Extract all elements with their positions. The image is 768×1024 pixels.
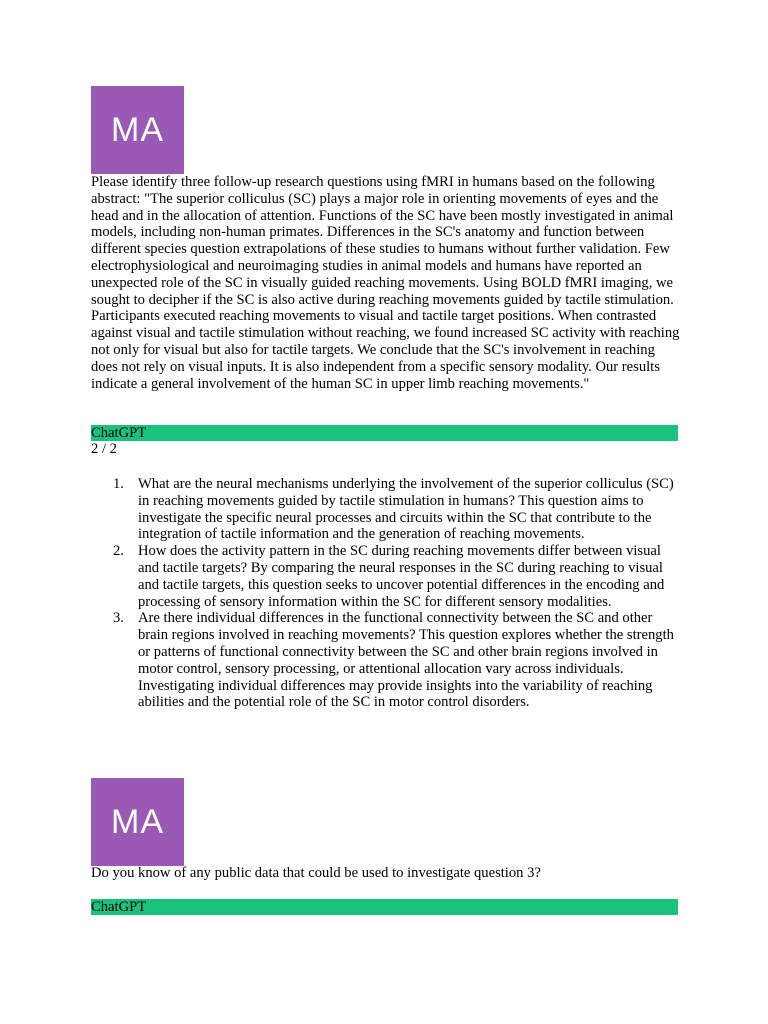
assistant-name: ChatGPT	[91, 899, 147, 915]
user-initials: MA	[111, 110, 164, 149]
assistant-header-bar	[91, 899, 678, 915]
list-item-text: How does the activity pattern in the SC during reaching movements differ between visual and tactile targets? By comparing the neural responses in the SC during reaching to visual and tactile targets, this question seeks to uncover potential differences in the encoding and processing of sensory information within the SC for different sensory modalities.	[138, 543, 665, 610]
list-item-number: 3.	[113, 610, 124, 627]
list-item	[91, 610, 681, 711]
response-counter: 2 / 2	[91, 441, 117, 457]
list-item	[91, 476, 681, 543]
user-avatar	[91, 86, 184, 174]
list-item-text: What are the neural mechanisms underlying the involvement of the superior colliculus (SC) in reaching movements guided by tactile stimulation in humans? This question aims to investigate the specific neural processes and circuits within the SC that contribute to the integration of tactile information and the generation of reaching movements.	[138, 476, 674, 543]
user-initials: MA	[111, 802, 164, 841]
list-item	[91, 543, 681, 610]
list-item-number: 1.	[113, 476, 124, 492]
assistant-name: ChatGPT	[91, 425, 147, 441]
list-item-text: Are there individual differences in the functional connectivity between the SC and other brain regions involved in reaching movements? This question explores whether the strength or patterns of functional connectivity between the SC and other brain regions involved in motor control, sensory processing, or attentional allocation vary across individuals. Investigating individual differences may provide insights into the variability of reaching abilities and the potential role of the SC in motor control disorders.	[138, 610, 674, 711]
user-message: Please identify three follow-up research questions using fMRI in humans based on the following abstract: "The superior colliculus (SC) plays a major role in orienting movements of eyes and the head and in the allocation of attention. Functions of the SC have been mostly investigated in animal models, including non-human primates. Differences in the SC's anatomy and function between different species question extrapolations of these studies to humans without further validation. Few electrophysiological and neuroimaging studies in animal models and humans have reported an unexpected role of the SC in visually guided reaching movements. Using BOLD fMRI imaging, we sought to decipher if the SC is also active during reaching movements guided by tactile stimulation. Participants executed reaching movements to visual and tactile target positions. When contrasted against visual and tactile stimulation without reaching, we found increased SC activity with reaching not only for visual but also for tactile targets. We conclude that the SC's involvement in reaching does not rely on visual inputs. It is also independent from a specific sensory modality. Our results indicate a general involvement of the human SC in upper limb reaching movements."	[91, 174, 680, 392]
assistant-answer-list	[91, 476, 681, 711]
user-message: Do you know of any public data that could be used to investigate question 3?	[91, 865, 541, 881]
list-item-number: 2.	[113, 543, 124, 560]
assistant-header-bar	[91, 425, 678, 441]
user-avatar	[91, 778, 184, 866]
